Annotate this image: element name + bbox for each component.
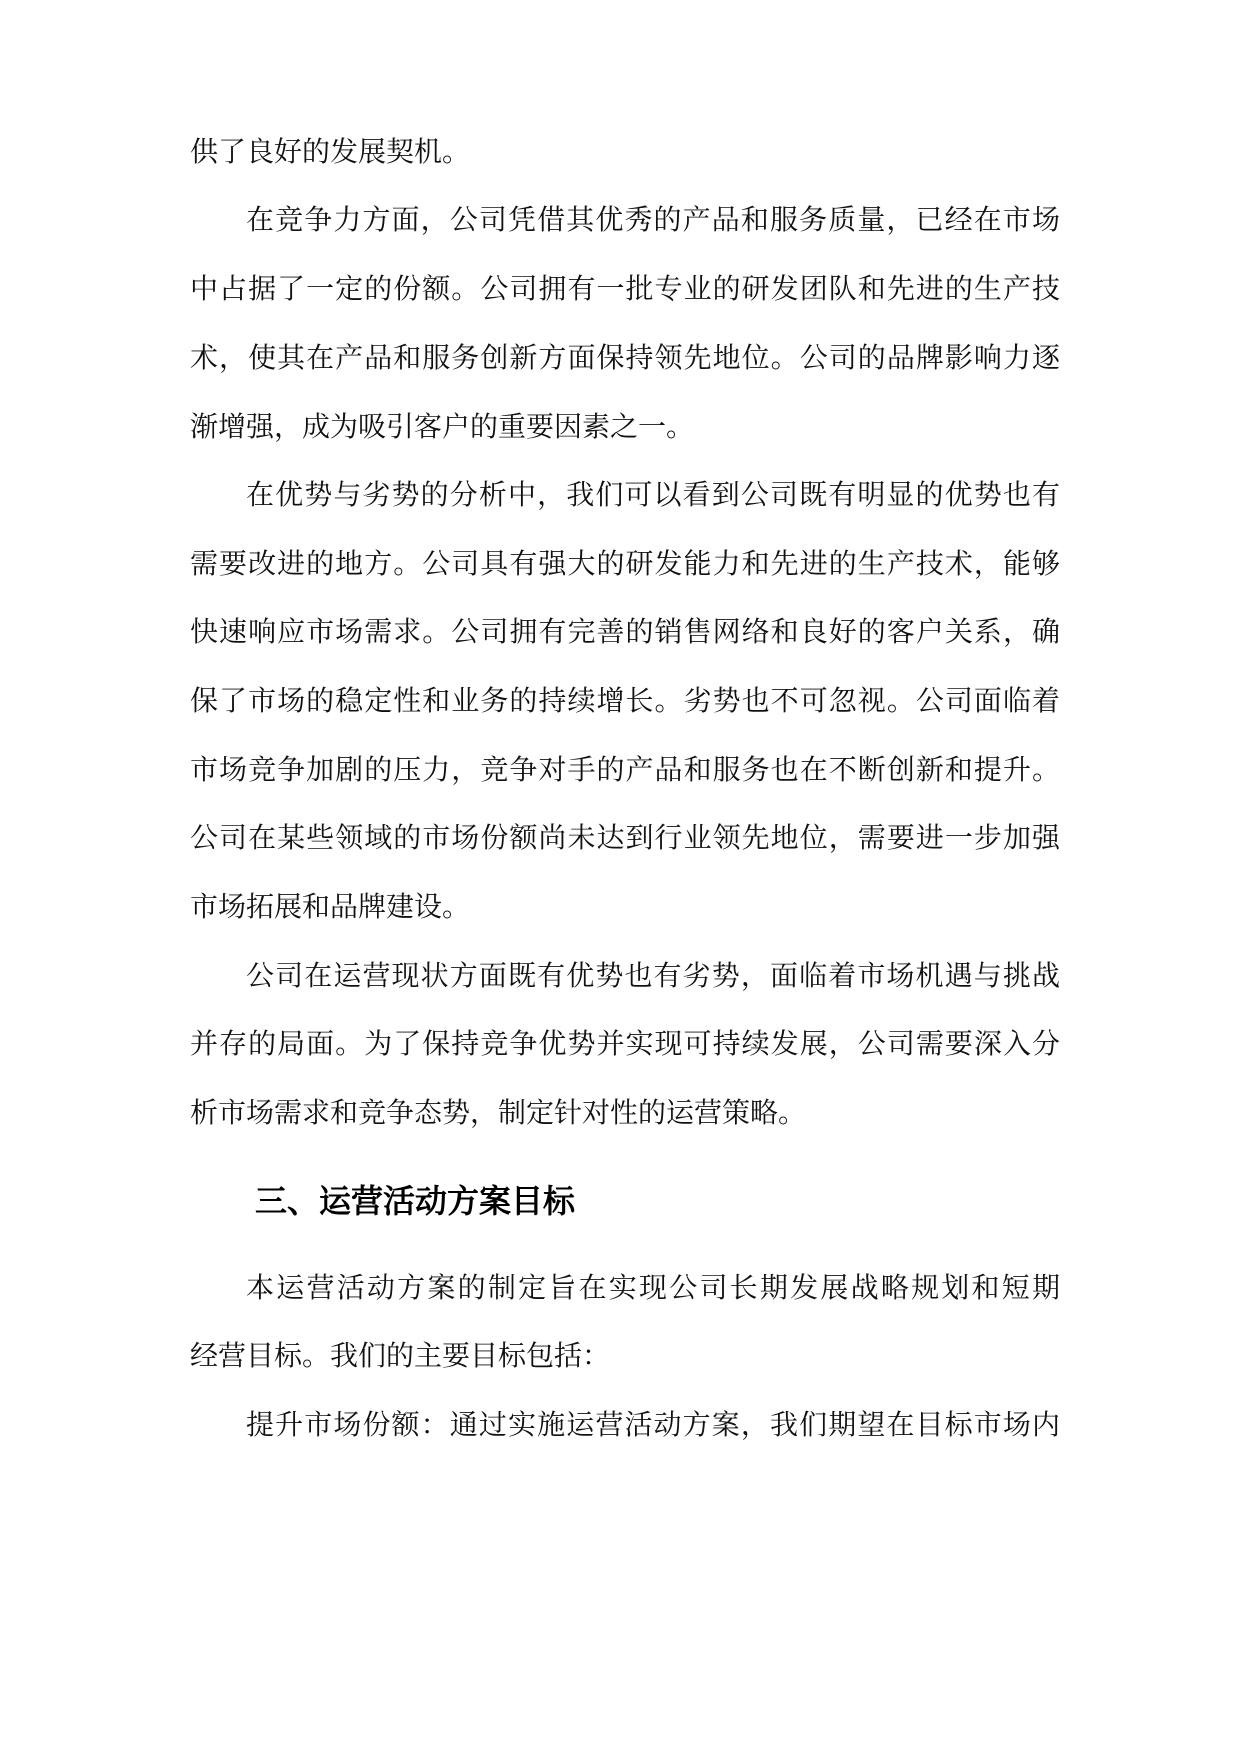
text-line: 快速响应市场需求。公司拥有完善的销售网络和良好的客户关系，确 [190, 615, 1060, 648]
text-line: 中占据了一定的份额。公司拥有一批专业的研发团队和先进的生产技 [190, 272, 1060, 305]
text-line: 保了市场的稳定性和业务的持续增长。劣势也不可忽视。公司面临着 [190, 684, 1060, 717]
text-line: 在竞争力方面，公司凭借其优秀的产品和服务质量，已经在市场 [246, 203, 1060, 236]
text-line: 并存的局面。为了保持竞争优势并实现可持续发展，公司需要深入分 [190, 1027, 1060, 1060]
text-line: 公司在某些领域的市场份额尚未达到行业领先地位，需要进一步加强 [190, 821, 1060, 854]
text-line: 在优势与劣势的分析中，我们可以看到公司既有明显的优势也有 [246, 478, 1060, 511]
text-line: 术，使其在产品和服务创新方面保持领先地位。公司的品牌影响力逐 [190, 341, 1060, 374]
text-line: 公司在运营现状方面既有优势也有劣势，面临着市场机遇与挑战 [246, 959, 1060, 992]
section-heading: 三、运营活动方案目标 [255, 1182, 576, 1220]
text-line: 需要改进的地方。公司具有强大的研发能力和先进的生产技术，能够 [190, 547, 1060, 580]
text-line: 析市场需求和竞争态势，制定针对性的运营策略。 [190, 1096, 807, 1129]
text-line: 本运营活动方案的制定旨在实现公司长期发展战略规划和短期 [246, 1271, 1060, 1304]
text-line: 市场竞争加剧的压力，竞争对手的产品和服务也在不断创新和提升。 [190, 753, 1060, 786]
text-line: 渐增强，成为吸引客户的重要因素之一。 [190, 410, 695, 443]
text-line: 供了良好的发展契机。 [190, 135, 471, 168]
text-line: 经营目标。我们的主要目标包括： [190, 1339, 611, 1372]
text-line: 提升市场份额：通过实施运营活动方案，我们期望在目标市场内 [246, 1408, 1060, 1441]
text-line: 市场拓展和品牌建设。 [190, 890, 471, 923]
